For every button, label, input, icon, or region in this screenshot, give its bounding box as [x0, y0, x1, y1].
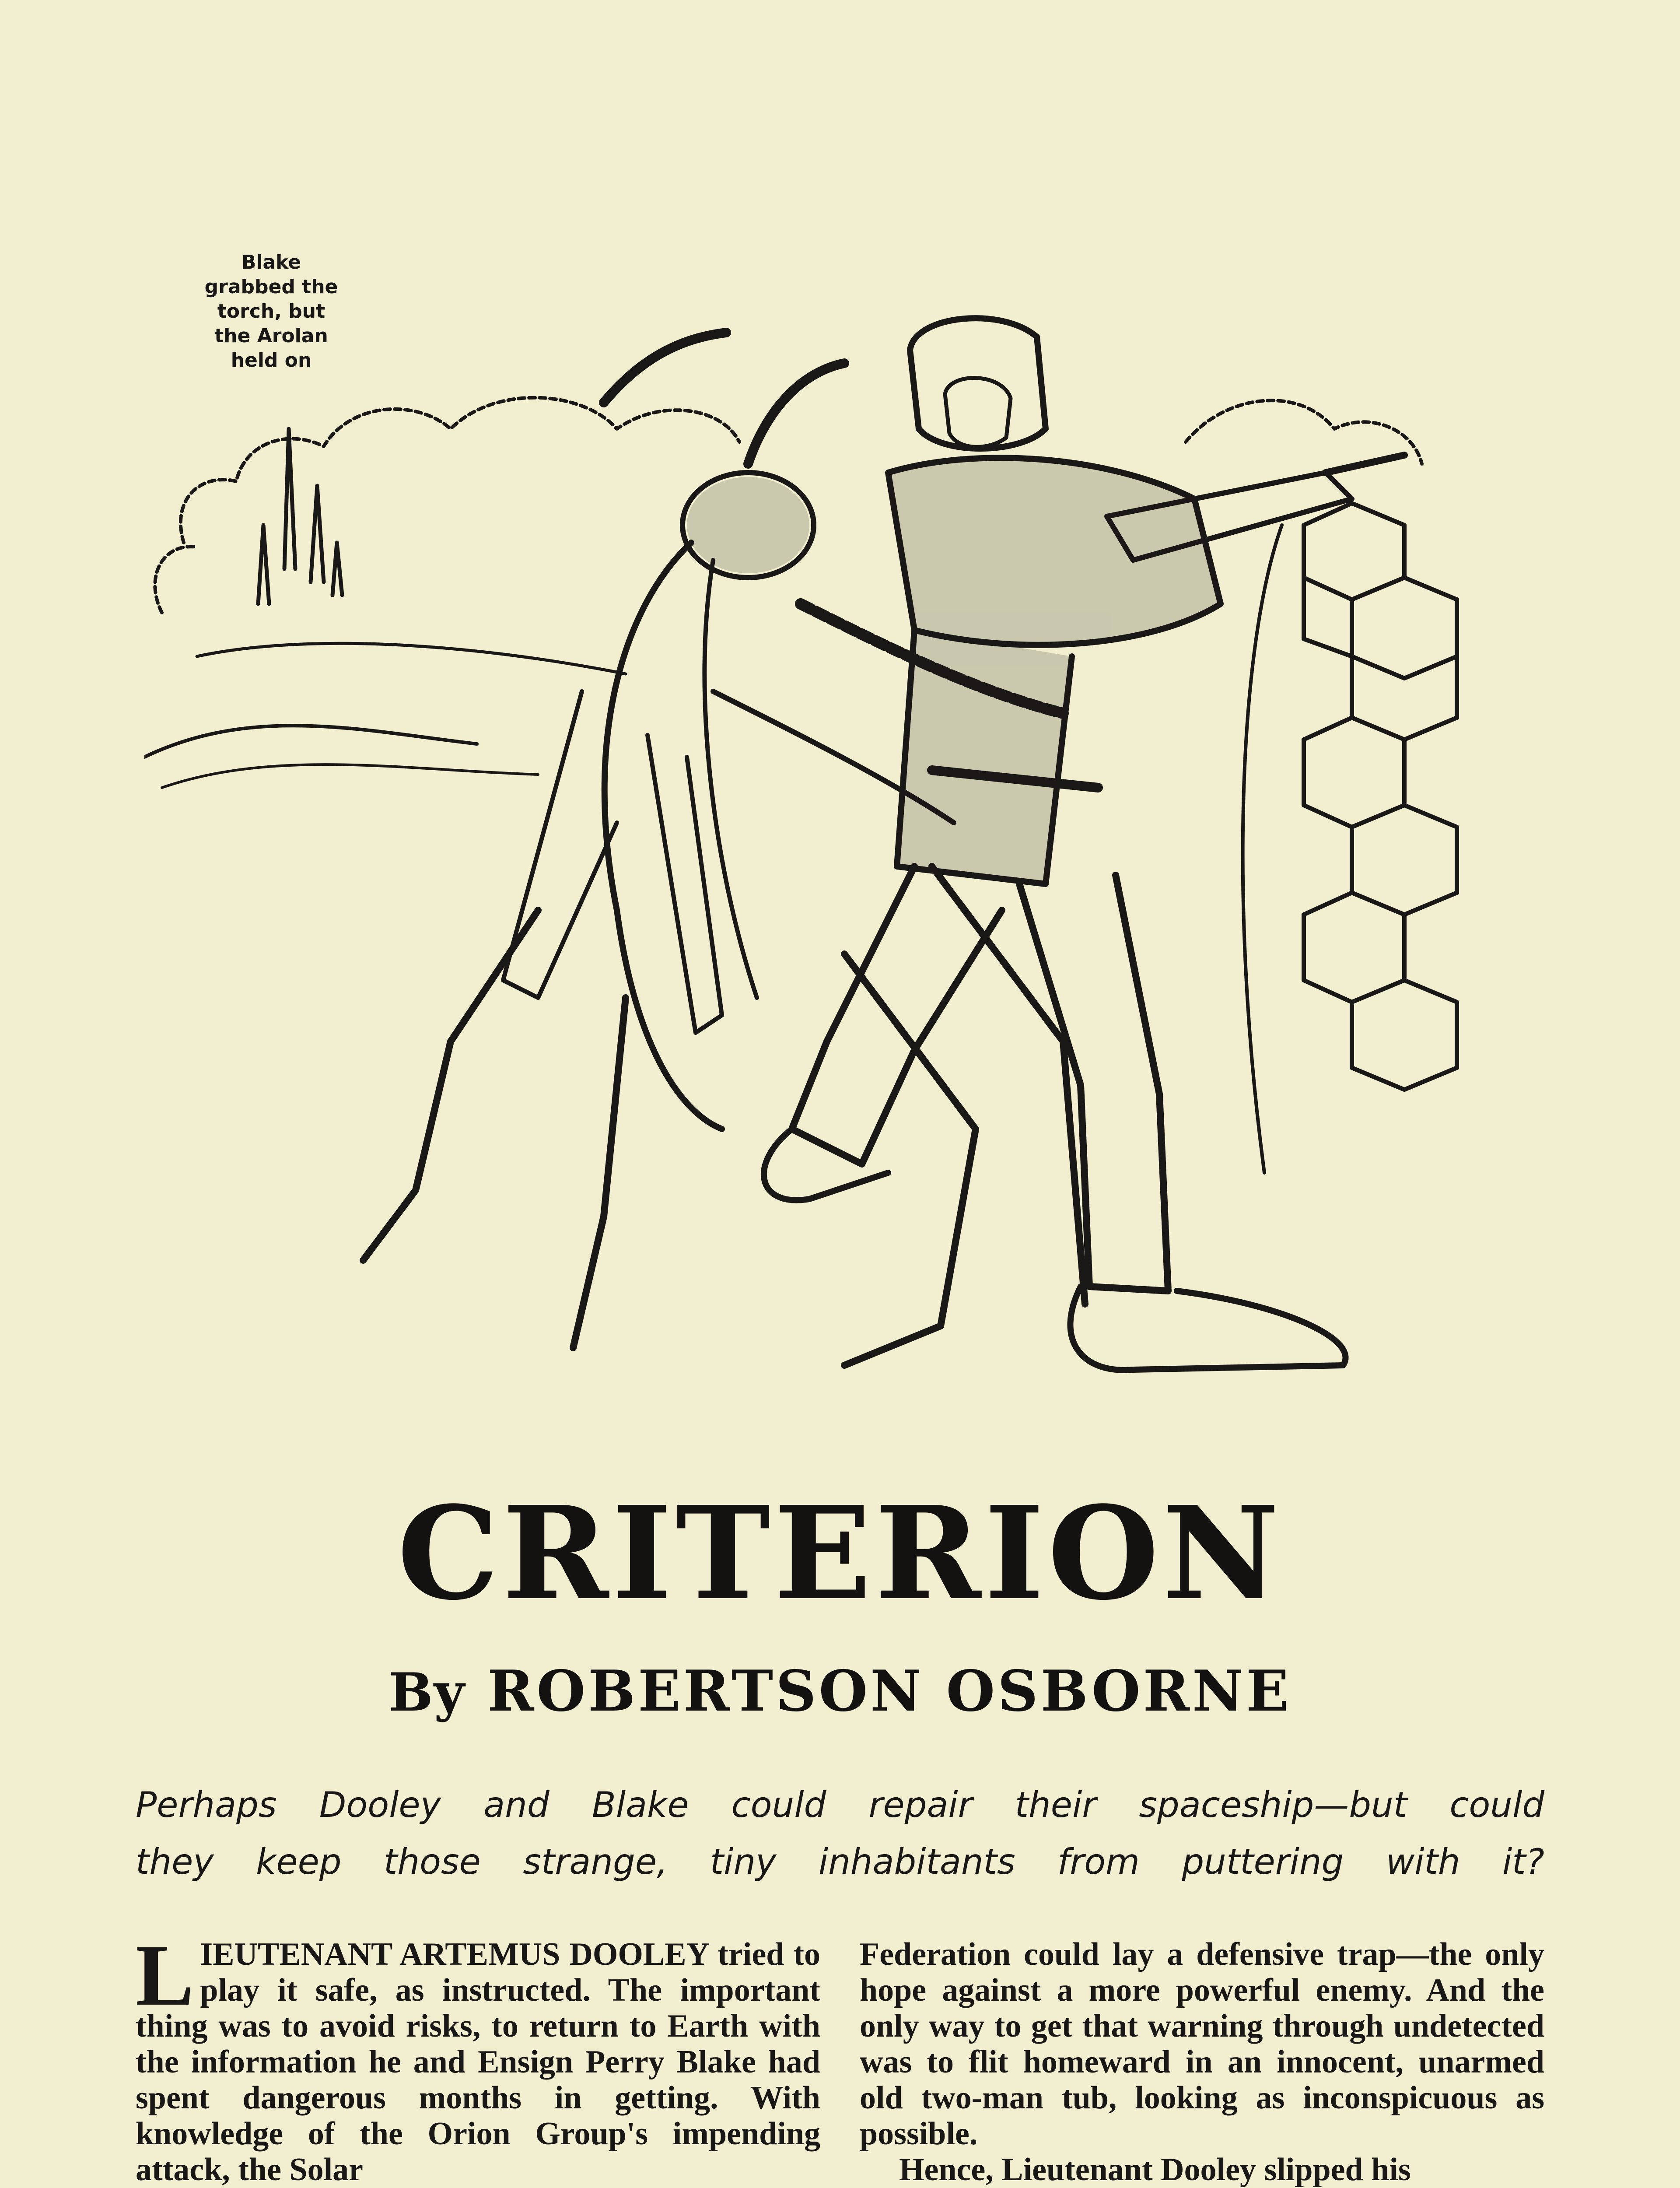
drop-cap: L	[136, 1927, 194, 2024]
byline-prefix: By	[388, 1662, 466, 1723]
left-column-paragraph	[136, 1927, 820, 2188]
insect-vs-astronaut-illustration	[144, 298, 1544, 1444]
illustration-caption: Blake grabbed the torch, but the Arolan held on	[204, 251, 338, 372]
left-column	[136, 1927, 820, 2188]
blurb-line-1: Perhaps Dooley and Blake could repair their spaceship—but could	[136, 1785, 1544, 1825]
story-title: CRITERION	[397, 1478, 1283, 1628]
left-column-text: IEUTENANT ARTEMUS DOOLEY tried to play it safe, as instructed. The important thing was to avoid risks, to return to Earth with the information he and Ensign Perry Blake had spent dangerous months in getting. With knowledge of the Orion Group's impending attack, the Solar	[136, 1936, 820, 2188]
blurb-line-2: they keep those strange, tiny inhabitants from puttering with it?	[136, 1841, 1544, 1882]
right-column-paragraph-1: Federation could lay a defensive trap—the only hope against a more powerful enemy. And the only way to get that warning through undetected was to flit homeward in an innocent, unarmed old two-man tub, looking as inconspicuous as possible.	[860, 1936, 1544, 2152]
story-blurb	[136, 1777, 1544, 1890]
right-column-paragraph-2: Hence, Lieutenant Dooley slipped his	[899, 2152, 1411, 2188]
right-column	[860, 1936, 1544, 2188]
byline	[0, 1659, 1680, 1725]
author-name: ROBERTSON OSBORNE	[487, 1659, 1292, 1724]
